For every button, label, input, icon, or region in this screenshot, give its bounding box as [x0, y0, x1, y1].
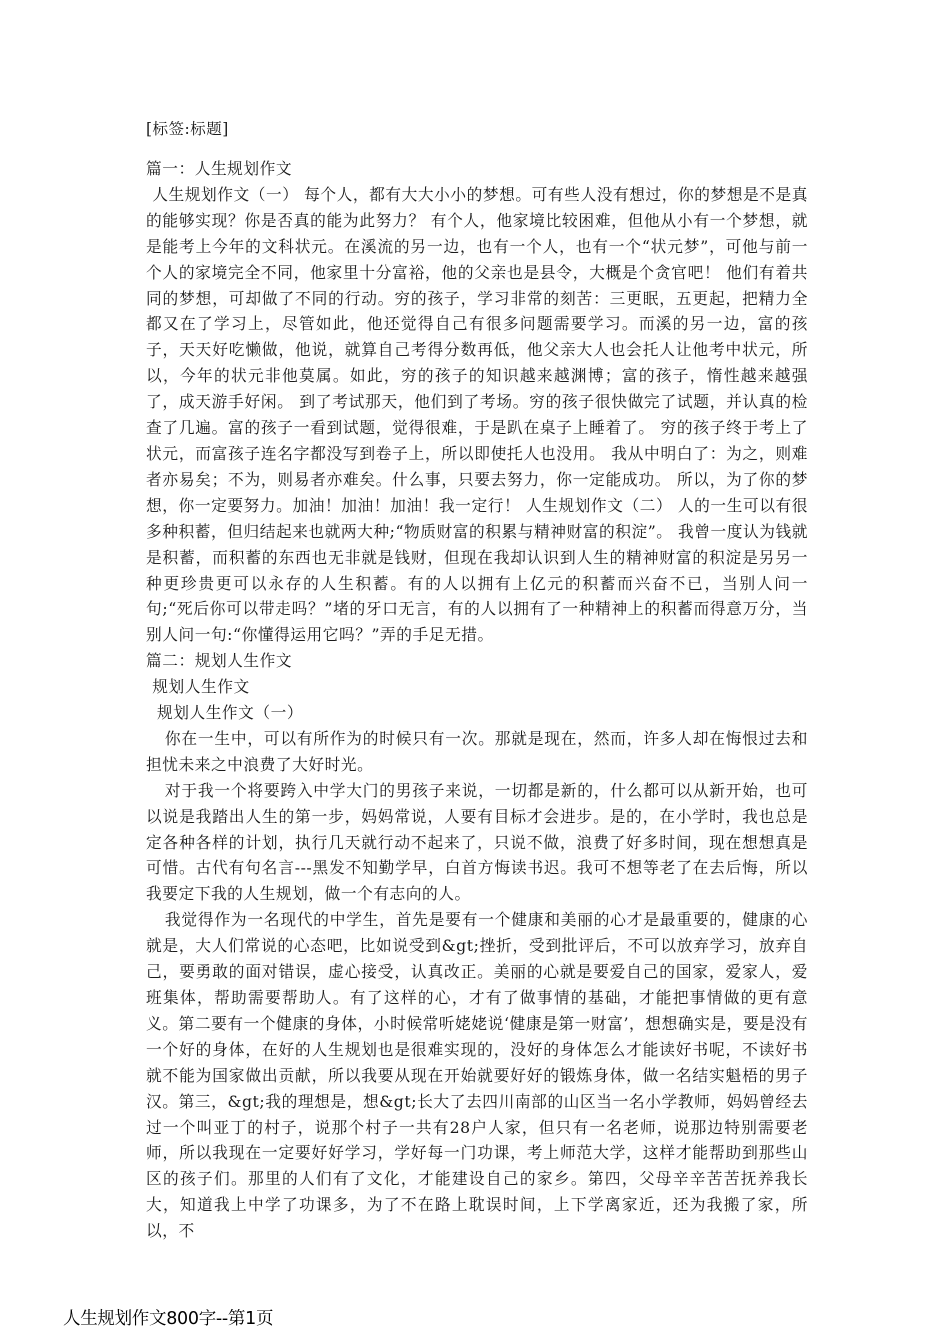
- page-footer: 人生规划作文800字--第1页: [63, 1309, 274, 1329]
- section2-paragraph-2: 对于我一个将要跨入中学大门的男孩子来说，一切都是新的，什么都可以从新开始，也可以说是我踏出人生的第一步，妈妈常说，人要有目标才会进步。是的，在小学时，我也总是定各种各样的计划，执行几天就行动不起来了，只说不做，浪费了好多时间，现在想想真是可惜。古代有句名言---黑发不知勤学早，白首方悔读书迟。我可不想等老了在去后悔，所以我要定下我的人生规划，做一个有志向的人。: [146, 780, 808, 904]
- section2-heading: 篇二：规划人生作文: [146, 651, 293, 671]
- section1-heading: 篇一：人生规划作文: [146, 159, 293, 178]
- section2-title: 规划人生作文: [152, 677, 250, 697]
- document-body: [146, 156, 808, 1244]
- section2-paragraph-3: 我觉得作为一名现代的中学生，首先是要有一个健康和美丽的心才是最重要的，健康的心就是，大人们常说的心态吧，比如说受到&gt;挫折，受到批评后，不可以放弃学习，放弃自己，要勇敢的面对错误，虚心接受，认真改正。美丽的心就是要爱自己的国家，爱家人，爱班集体，帮助需要帮助人。有了这样的心，才有了做事情的基础，才能把事情做的更有意义。第二要有一个健康的身体，小时候常听姥姥说‘健康是第一财富’，想想确实是，要是没有一个好的身体，在好的人生规划也是很难实现的，没好的身体怎么才能读好书呢，不读好书就不能为国家做出贡献，所以我要从现在开始就要好好的锻炼身体，做一名结实魁梧的男子汉。第三，&gt;我的理想是，想&gt;长大了去四川南部的山区当一名小学教师，妈妈曾经去过一个叫亚丁的村子，说那个村子一共有28户人家，但只有一名老师，说那边特别需要老师，所以我现在一定要好好学习，学好每一门功课，考上师范大学，这样才能帮助到那些山区的孩子们。那里的人们有了文化，才能建设自己的家乡。第四，父母辛辛苦苦抚养我长大，知道我上中学了功课多，为了不在路上耽误时间，上下学离家近，还为我搬了家，所以，不: [146, 910, 808, 1241]
- section1-body: 人生规划作文（一） 每个人，都有大大小小的梦想。可有些人没有想过，你的梦想是不是真的能够实现？你是否真的能为此努力？ 有个人，他家境比较困难，但他从小有一个梦想，就是能考上今年的文科状元。在溪流的另一边，也有一个人，也有一个“状元梦”，可他与前一个人的家境完全不同，他家里十分富裕，他的父亲也是县令，大概是个贪官吧！ 他们有着共同的梦想，可却做了不同的行动。穷的孩子，学习非常的刻苦：三更眠，五更起，把精力全都又在了学习上，尽管如此，他还觉得自己有很多问题需要学习。而溪的另一边，富的孩子，天天好吃懒做，他说，就算自己考得分数再低，他父亲大人也会托人让他考中状元，所以，今年的状元非他莫属。如此，穷的孩子的知识越来越渊博；富的孩子，惰性越来越强了，成天游手好闲。 到了考试那天，他们到了考场。穷的孩子很快做完了试题，并认真的检查了几遍。富的孩子一看到试题，觉得很难，于是趴在桌子上睡着了。 穷的孩子终于考上了状元，而富孩子连名字都没写到卷子上，所以即使托人也没用。 我从中明白了：为之，则难者亦易矣；不为，则易者亦难矣。什么事，只要去努力，你一定能成功。 所以，为了你的梦想，你一定要努力。加油！加油！加油！我一定行！ 人生规划作文（二） 人的一生可以有很多种积蓄，但归结起来也就两大种;“物质财富的积累与精神财富的积淀”。 我曾一度认为钱就是积蓄，而积蓄的东西也无非就是钱财，但现在我却认识到人生的精神财富的积淀是另另一种更珍贵更可以永存的人生积蓄。有的人以拥有上亿元的积蓄而兴奋不已，当别人问一句;“死后你可以带走吗？”堵的牙口无言，有的人以拥有了一种精神上的积蓄而得意万分，当别人问一句:“你懂得运用它吗？”弄的手足无措。: [146, 184, 808, 645]
- tag-label: [标签:标题]: [146, 120, 229, 138]
- section2-subtitle: 规划人生作文（一）: [156, 703, 304, 723]
- section2-paragraph-1: 你在一生中，可以有所作为的时候只有一次。那就是现在，然而，许多人却在悔恨过去和担忧未来之中浪费了大好时光。: [146, 728, 808, 774]
